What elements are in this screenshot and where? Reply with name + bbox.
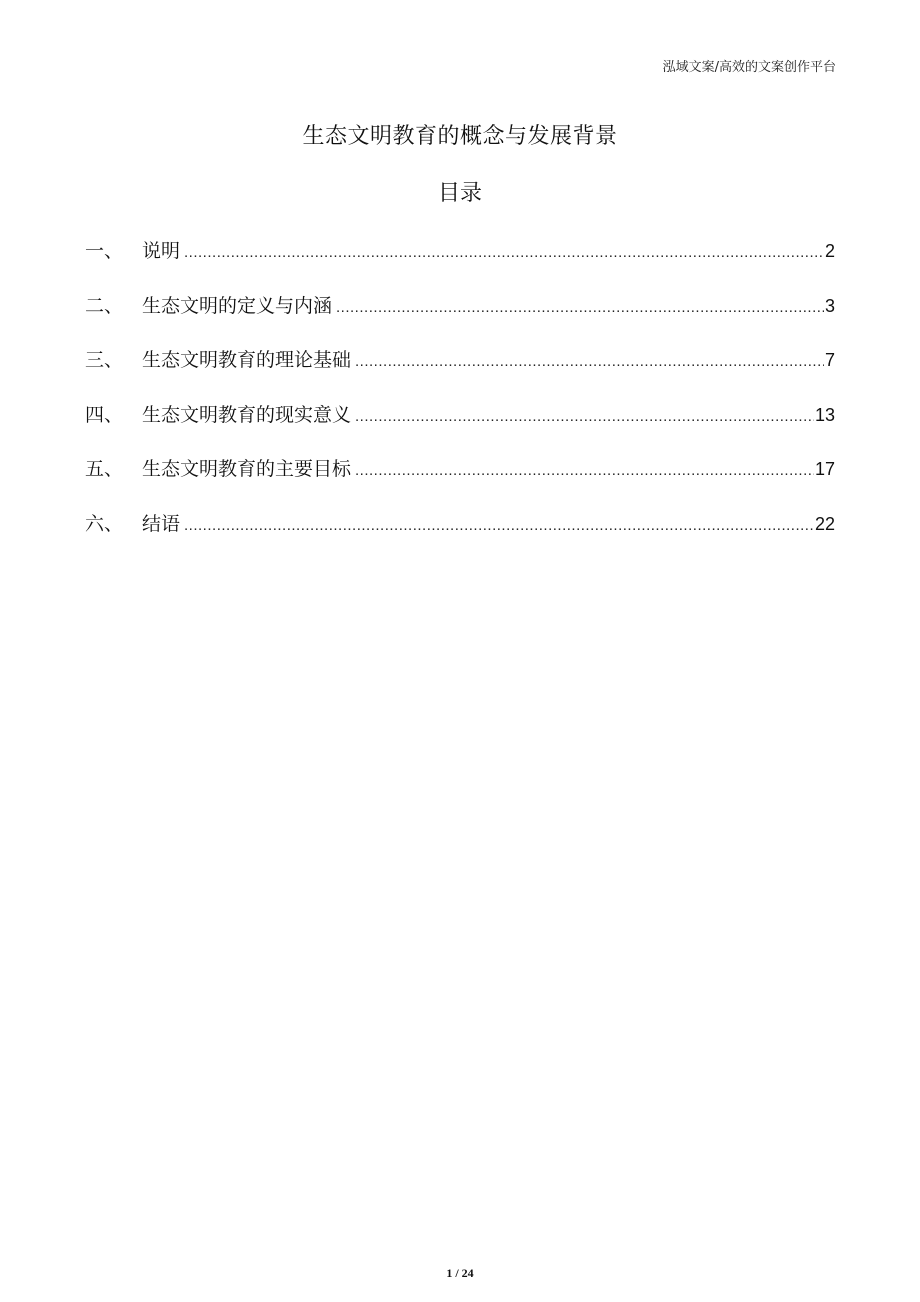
toc-entry-definition[interactable] xyxy=(85,290,835,345)
toc-entry-significance[interactable] xyxy=(85,399,835,454)
toc-entry-page: 3 xyxy=(824,295,835,316)
toc-entry-title: 生态文明教育的主要目标 xyxy=(142,458,352,480)
toc-dot-leader xyxy=(184,237,824,269)
document-title: 生态文明教育的概念与发展背景 xyxy=(302,124,618,149)
toc-entry-number: 六、 xyxy=(85,512,124,535)
toc-entry-number: 三、 xyxy=(85,349,124,371)
toc-entry-theory[interactable] xyxy=(85,344,835,399)
toc-entry-page: 7 xyxy=(824,350,835,370)
toc-entry-title: 生态文明的定义与内涵 xyxy=(142,294,333,317)
toc-entry-number: 二、 xyxy=(85,294,124,317)
toc-entry-goals[interactable] xyxy=(85,453,835,508)
toc-entry-page: 13 xyxy=(814,404,835,425)
toc-dot-leader xyxy=(355,455,814,487)
toc-entry-page: 17 xyxy=(814,459,835,479)
toc-entry-title: 说明 xyxy=(142,240,181,262)
toc-entry-number: 四、 xyxy=(85,403,124,426)
toc-dot-leader xyxy=(355,346,824,378)
toc-entry-number: 五、 xyxy=(85,458,124,480)
toc-entry-page: 22 xyxy=(814,513,835,534)
toc-entry-number: 一、 xyxy=(85,240,124,262)
toc-dot-leader xyxy=(355,401,814,433)
page-header: 泓域文案/高效的文案创作平台 xyxy=(662,60,836,75)
page-number-indicator: 1 / 24 xyxy=(446,1266,474,1280)
toc-dot-leader xyxy=(184,510,814,542)
toc-entry-conclusion[interactable] xyxy=(85,508,835,563)
toc-entry-title: 生态文明教育的理论基础 xyxy=(142,349,352,371)
toc-entry-title: 生态文明教育的现实意义 xyxy=(142,403,352,426)
toc-dot-leader xyxy=(336,292,824,324)
toc-entry-explanation[interactable] xyxy=(85,235,835,290)
toc-entry-page: 2 xyxy=(824,241,835,261)
toc-heading: 目录 xyxy=(437,181,482,206)
table-of-contents xyxy=(85,235,835,562)
toc-entry-title: 结语 xyxy=(142,512,181,535)
